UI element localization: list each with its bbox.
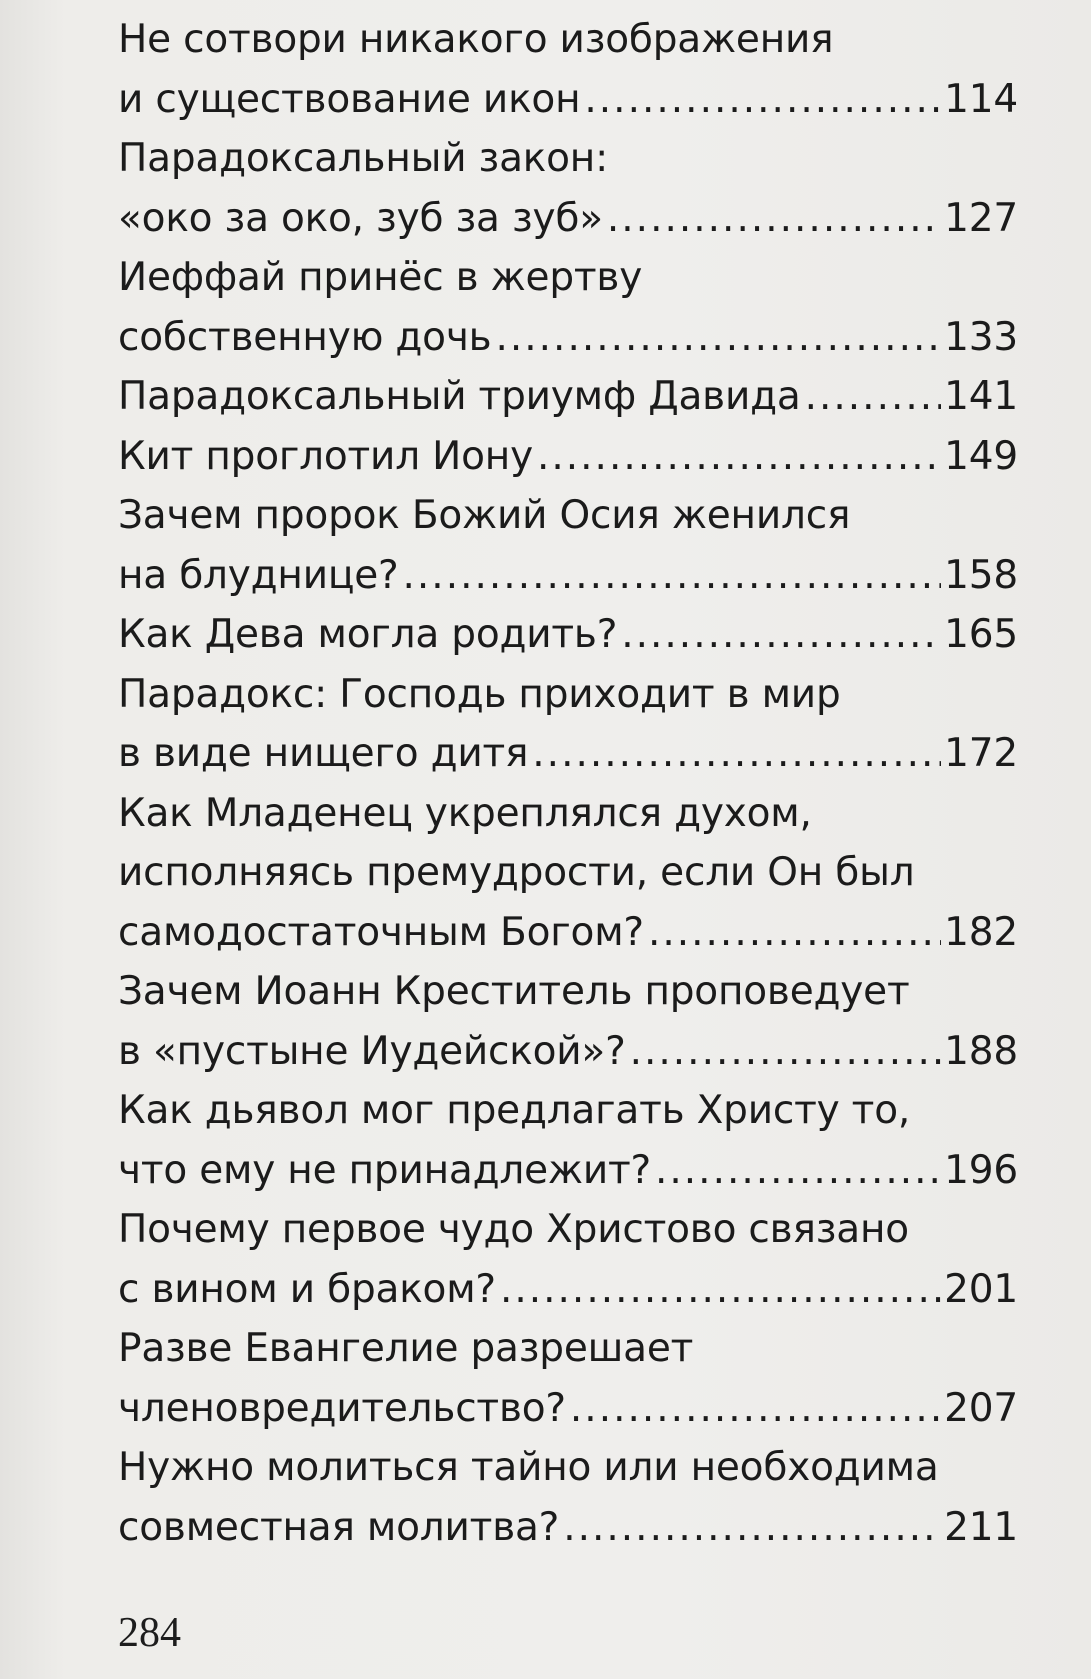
toc-entry-line: Зачем Иоанн Креститель проповедует [118,969,910,1014]
toc-entry-line: Как дьявол мог предлагать Христу то, [118,1088,911,1133]
toc-page-number: 149 [944,433,1018,479]
toc-entry-line: собственную дочь [118,314,492,360]
toc-entry-line: что ему не принадлежит? [118,1147,651,1193]
toc-entry-line: самодостаточным Богом? [118,909,644,955]
toc-entry [118,486,1018,605]
table-of-contents [118,10,1018,1557]
toc-page-number: 127 [944,195,1018,241]
toc-entry-line: Парадокс: Господь приходит в мир [118,671,841,717]
dot-leader [607,189,941,249]
dot-leader [655,1141,941,1201]
toc-page-number: 188 [944,1028,1018,1074]
toc-entry-line: в «пустыне Иудейской»? [118,1028,626,1074]
toc-entry [118,1200,1018,1319]
toc-entry [118,129,1018,248]
toc-entry-line: Парадоксальный триумф Давида [118,374,801,419]
toc-entry [118,665,1018,784]
dot-leader [621,605,941,665]
dot-leader [563,1498,941,1558]
toc-entry [118,962,1018,1081]
toc-entry-line: Нужно молиться тайно или необходима [118,1445,939,1490]
dot-leader [805,367,942,427]
dot-leader [500,1260,941,1320]
toc-entry [118,248,1018,367]
page-number: 284 [118,1610,181,1656]
toc-entry-line: Парадоксальный закон: [118,136,609,181]
toc-entry [118,367,1018,427]
toc-page-number: 114 [944,76,1018,122]
toc-entry [118,1319,1018,1438]
toc-entry-line: и существование икон [118,76,581,122]
toc-entry [118,1081,1018,1200]
toc-entry-line: Не сотвори никакого изображения [118,17,834,62]
toc-entry [118,784,1018,963]
toc-page-number: 196 [944,1147,1018,1193]
toc-entry-line: Кит проглотил Иону [118,433,533,479]
toc-page-number: 201 [944,1266,1018,1312]
toc-entry-line: совместная молитва? [118,1504,560,1550]
dot-leader [537,427,941,487]
toc-entry-line: Как Младенец укреплялся духом, [118,790,812,836]
toc-entry [118,427,1018,487]
dot-leader [495,308,941,368]
toc-entry-line: членовредительство? [118,1385,566,1431]
toc-page-number: 207 [944,1385,1018,1431]
dot-leader [648,903,941,963]
dot-leader [570,1379,941,1439]
toc-page-number: 158 [944,552,1018,598]
toc-page-number: 133 [944,314,1018,360]
toc-entry-line: с вином и браком? [118,1266,496,1312]
dot-leader [584,70,941,130]
toc-entry-line: Разве Евангелие разрешает [118,1326,694,1371]
toc-page-number: 172 [944,731,1018,776]
toc-page-number: 141 [944,374,1018,419]
toc-entry-line: «око за око, зуб за зуб» [118,195,603,241]
toc-entry-line: на блуднице? [118,552,399,598]
toc-entry-line: в виде нищего дитя [118,731,529,776]
dot-leader [532,724,941,784]
toc-entry [118,1438,1018,1557]
toc-page-number: 182 [944,909,1018,955]
toc-entry-line: Зачем пророк Божий Осия женился [118,493,851,538]
dot-leader [630,1022,942,1082]
toc-entry [118,10,1018,129]
toc-page-number: 211 [944,1504,1018,1550]
toc-entry [118,605,1018,665]
dot-leader [403,546,942,606]
toc-entry-line: Почему первое чудо Христово связано [118,1207,909,1252]
toc-entry-line: исполняясь премудрости, если Он был [118,850,915,895]
toc-page-number: 165 [944,612,1018,657]
toc-entry-line: Как Дева могла родить? [118,612,618,657]
toc-entry-line: Иеффай принёс в жертву [118,255,643,300]
